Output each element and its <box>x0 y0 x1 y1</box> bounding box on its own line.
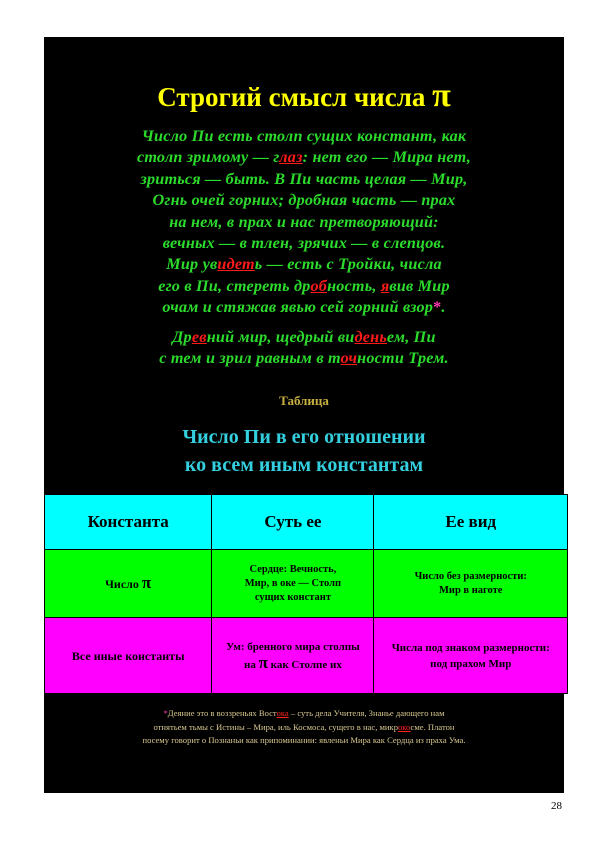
table-header-row <box>45 495 568 550</box>
text-fragment: вечных — в тлен, зрячих — в слепцов. <box>162 234 446 253</box>
text-line <box>84 707 524 721</box>
cell-line: Мир в наготе <box>439 584 503 596</box>
text-fragment: Мир ув <box>166 255 218 274</box>
table-title-line: ко всем иным константам <box>184 454 424 476</box>
pi-symbol: π <box>141 573 152 592</box>
header-cell-constant: Константа <box>45 495 212 550</box>
cell-line: Ум: бренного мира столпы <box>226 640 360 653</box>
content-panel <box>44 37 564 793</box>
text-fragment: Деяние это в воззреньях Вост <box>167 708 277 718</box>
text-fragment: его в Пи, стереть др <box>158 276 311 295</box>
highlighted-fragment: око <box>398 721 411 732</box>
text-fragment: – суть дела Учителя, Знанье дающего нам <box>288 708 445 718</box>
header-cell-form: Ее вид <box>374 495 568 550</box>
text-fragment: сме. Платон <box>410 721 455 732</box>
pi-symbol: π <box>432 77 451 114</box>
cell-text: как Столпе их <box>267 658 342 671</box>
cell-line: Числа под знаком размерности: <box>391 641 550 654</box>
text-line <box>44 276 564 297</box>
highlighted-fragment: об <box>310 276 328 295</box>
highlighted-fragment: идет <box>217 255 255 274</box>
text-line <box>44 254 564 275</box>
highlighted-fragment: оч <box>340 349 358 368</box>
text-fragment: на нем, в прах и нас претворяющий: <box>169 212 439 231</box>
text-fragment: с тем и зрил равным в т <box>159 349 341 368</box>
text-fragment: зриться — быть. В Пи часть целая — Мир, <box>140 169 468 188</box>
table-title <box>44 423 564 479</box>
text-fragment: Др <box>172 328 192 346</box>
cell-text: Число <box>105 577 142 591</box>
text-fragment: ем, Пи <box>386 328 436 346</box>
page-number: 28 <box>551 800 562 812</box>
text-line <box>84 721 524 735</box>
text-fragment: . <box>441 298 446 317</box>
cell-form <box>374 550 568 618</box>
highlighted-fragment: ока <box>276 708 289 718</box>
title-text: Строгий смысл числа <box>157 82 426 112</box>
cell-essence <box>212 550 374 618</box>
highlighted-fragment: ев <box>191 328 207 346</box>
highlighted-fragment: лаз <box>279 148 303 167</box>
text-fragment: отнятьем тьмы с Истины – Мира, иль Космоса, сущего в нас, микр <box>153 721 398 732</box>
table-title-line: Число Пи в его отношении <box>182 426 426 448</box>
text-line <box>44 297 564 318</box>
text-fragment: ь — есть с Тройки, числа <box>254 255 442 274</box>
text-fragment: вив Мир <box>389 276 450 295</box>
poem-stanza-2 <box>44 327 564 370</box>
constants-table <box>44 494 568 694</box>
text-fragment: Число Пи есть столп сущих констант, как <box>141 127 467 145</box>
table-row <box>45 618 568 694</box>
text-line <box>44 169 564 190</box>
header-cell-essence: Суть ее <box>212 495 374 550</box>
text-line <box>44 190 564 211</box>
poem-stanza-1 <box>44 126 564 319</box>
cell-line: под прахом Мир <box>430 657 512 670</box>
footnote <box>84 707 524 748</box>
text-fragment: ний мир, щедрый ви <box>206 328 355 346</box>
text-line <box>44 348 564 369</box>
highlighted-fragment: я <box>380 276 390 295</box>
cell-line: Число без размерности: <box>414 570 527 582</box>
cell-constant <box>45 550 212 618</box>
text-line <box>44 147 564 168</box>
cell-essence <box>212 618 374 694</box>
footnote-marker: * <box>433 298 442 317</box>
pi-symbol: π <box>258 652 268 672</box>
cell-constant: Все иные константы <box>45 618 212 694</box>
text-line <box>44 212 564 233</box>
cell-line: Сердце: Вечность, <box>249 563 337 575</box>
text-fragment: ность, <box>327 276 381 295</box>
text-fragment: столп зримому — г <box>136 148 280 167</box>
cell-line: сущих констант <box>254 591 332 603</box>
page-title <box>44 77 564 115</box>
table-row <box>45 550 568 618</box>
cell-line <box>216 652 369 673</box>
cell-text: на <box>244 658 259 671</box>
highlighted-fragment: день <box>354 328 387 346</box>
text-line <box>44 327 564 348</box>
text-fragment: Огнь очей горних; дробная часть — прах <box>152 191 456 210</box>
table-label: Таблица <box>279 393 329 408</box>
text-fragment: : нет его — Мира нет, <box>302 148 472 167</box>
text-line <box>44 233 564 254</box>
text-fragment: посему говорит о Познаньи как припоминании: явленьи Мира как Сердца из праха Ума. <box>142 735 466 745</box>
text-line <box>84 734 524 748</box>
cell-line: Мир, в оке — Столп <box>244 577 342 589</box>
text-line <box>44 126 564 147</box>
footnote-marker: * <box>163 708 168 718</box>
text-fragment: ности Трем. <box>357 349 449 368</box>
cell-form <box>374 618 568 694</box>
text-fragment: очам и стяжав явью сей горний взор <box>162 298 434 317</box>
